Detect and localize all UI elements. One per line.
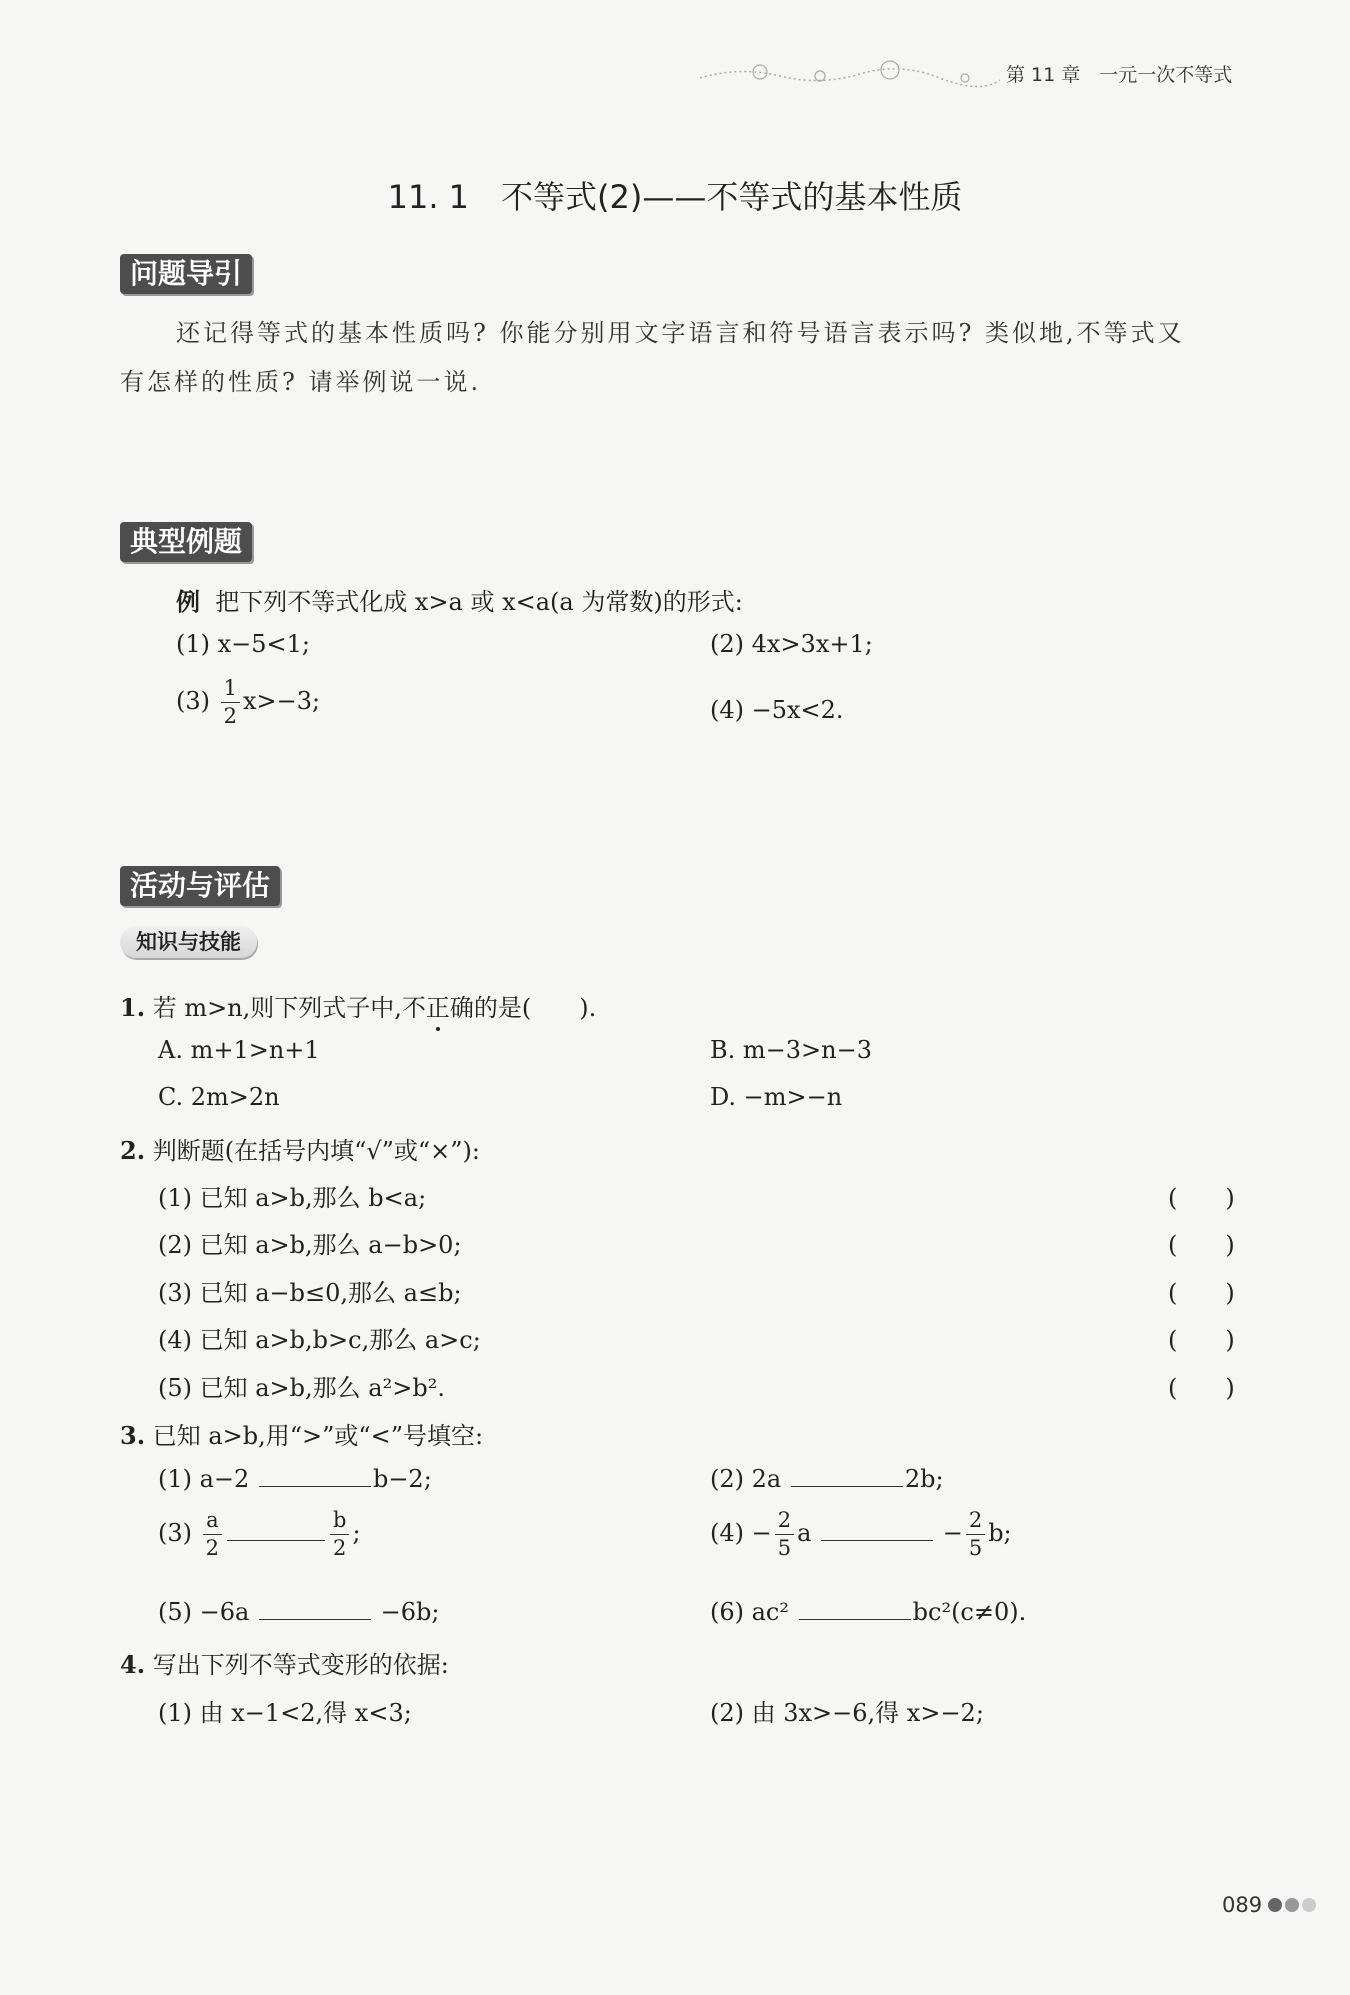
- fraction: $\frac{2}{5}$: [775, 1510, 794, 1559]
- example-item-4-label: (4): [710, 696, 744, 724]
- dot-icon: [1268, 1898, 1282, 1912]
- dot-icon: [1302, 1898, 1316, 1912]
- q3-item-1-right: b−2;: [372, 1465, 432, 1493]
- q2-item-1: (1) 已知 a>b,那么 b<a;: [158, 1184, 427, 1212]
- q3-item-6-right: bc²(c≠0).: [912, 1598, 1027, 1626]
- section-label-intro: 问题导引: [120, 254, 252, 294]
- q3-blank-3[interactable]: [227, 1518, 325, 1541]
- question-2: [120, 1131, 480, 1166]
- question-4: [120, 1645, 449, 1680]
- q3-blank-6[interactable]: [799, 1597, 911, 1620]
- example-item-4-text: −5x<2.: [751, 696, 844, 724]
- question-3-text: 已知 a>b,用“>”或“<”号填空:: [152, 1422, 484, 1450]
- question-1: [120, 988, 596, 1023]
- q3-blank-4[interactable]: [821, 1518, 933, 1541]
- q3-item-2-right: 2b;: [904, 1465, 944, 1493]
- q1-option-b: B. m−3>n−3: [710, 1036, 872, 1064]
- fraction: $\frac{2}{5}$: [966, 1510, 985, 1559]
- q2-item-2: (2) 已知 a>b,那么 a−b>0;: [158, 1231, 462, 1259]
- example-item-3-label: (3): [176, 687, 210, 715]
- example-item-1-text: x−5<1;: [217, 630, 311, 658]
- q2-item-4: (4) 已知 a>b,b>c,那么 a>c;: [158, 1326, 481, 1354]
- example-item-2: [710, 630, 873, 658]
- example-item-4: [710, 696, 844, 724]
- q1-option-a: A. m+1>n+1: [158, 1036, 320, 1064]
- example-tag: 例: [176, 587, 200, 616]
- question-4-number: 4.: [120, 1650, 146, 1679]
- fraction: $\frac{a}{2}$: [203, 1510, 222, 1559]
- section-label-example: 典型例题: [120, 522, 252, 562]
- q3-item-6-left: (6) ac²: [710, 1598, 789, 1626]
- example-prompt: [176, 582, 743, 617]
- question-2-text: 判断题(在括号内填“√”或“×”):: [152, 1137, 480, 1165]
- q3-blank-5[interactable]: [259, 1597, 371, 1620]
- q3-item-5: [158, 1597, 439, 1626]
- q1-option-c: C. 2m>2n: [158, 1083, 280, 1111]
- q3-item-5-left: (5) −6a: [158, 1598, 250, 1626]
- q2-answer-box-4[interactable]: ( ): [1168, 1326, 1235, 1354]
- question-4-text: 写出下列不等式变形的依据:: [152, 1651, 449, 1679]
- q4-item-1: (1) 由 x−1<2,得 x<3;: [158, 1699, 412, 1727]
- q3-item-5-right: −6b;: [380, 1598, 440, 1626]
- q3-item-3: [158, 1510, 361, 1559]
- q3-item-6: [710, 1597, 1026, 1626]
- chapter-header: 第 11 章 一元一次不等式: [1006, 64, 1233, 86]
- example-item-2-label: (2): [710, 630, 744, 658]
- header-decoration: [700, 56, 1000, 96]
- fraction: $\frac{1}{2}$: [221, 678, 240, 727]
- page-number: 089: [1222, 1893, 1263, 1917]
- question-1-number: 1.: [120, 993, 146, 1022]
- question-3-number: 3.: [120, 1421, 146, 1450]
- question-1-text: 若 m>n,则下列式子中,: [152, 994, 402, 1022]
- question-1-text-end: 的是( ).: [473, 994, 597, 1022]
- q2-item-5: (5) 已知 a>b,那么 a²>b².: [158, 1374, 445, 1402]
- q2-answer-box-5[interactable]: ( ): [1168, 1374, 1235, 1402]
- q2-answer-box-1[interactable]: ( ): [1168, 1184, 1235, 1212]
- example-item-1-label: (1): [176, 630, 210, 658]
- page-title: 11. 1 不等式(2)——不等式的基本性质: [387, 178, 963, 216]
- q3-item-1-left: (1) a−2: [158, 1465, 250, 1493]
- q3-item-2-left: (2) 2a: [710, 1465, 782, 1493]
- q2-answer-box-2[interactable]: ( ): [1168, 1231, 1235, 1259]
- q3-item-4-minus: −: [942, 1519, 963, 1547]
- q3-blank-1[interactable]: [259, 1464, 371, 1487]
- question-3: [120, 1416, 483, 1451]
- example-item-1: [176, 630, 310, 658]
- q2-item-3: (3) 已知 a−b≤0,那么 a≤b;: [158, 1279, 462, 1307]
- intro-line-2: 有怎样的性质? 请举例说一说.: [120, 368, 482, 396]
- example-item-3: [176, 678, 320, 727]
- q3-blank-2[interactable]: [791, 1464, 903, 1487]
- q3-item-4-var-2: b;: [988, 1519, 1012, 1547]
- q1-option-d: D. −m>−n: [710, 1083, 843, 1111]
- example-item-2-text: 4x>3x+1;: [751, 630, 873, 658]
- fraction: $\frac{b}{2}$: [330, 1510, 349, 1559]
- dot-icon: [1285, 1898, 1299, 1912]
- section-label-activity: 活动与评估: [120, 866, 280, 906]
- q3-item-4-label: (4) −: [710, 1519, 772, 1547]
- q3-item-1: [158, 1464, 432, 1493]
- q3-item-4: [710, 1510, 1012, 1559]
- q4-item-2: (2) 由 3x>−6,得 x>−2;: [710, 1699, 984, 1727]
- q3-item-2: [710, 1464, 944, 1493]
- q3-item-3-end: ;: [352, 1519, 361, 1547]
- question-1-emphasis: 不正确: [402, 988, 474, 1023]
- intro-line-1: 还记得等式的基本性质吗? 你能分别用文字语言和符号语言表示吗? 类似地,不等式又: [176, 319, 1185, 347]
- q3-item-3-label: (3): [158, 1519, 192, 1547]
- q2-answer-box-3[interactable]: ( ): [1168, 1279, 1235, 1307]
- sub-label-skills: 知识与技能: [120, 926, 257, 958]
- example-prompt-text: 把下列不等式化成 x>a 或 x<a(a 为常数)的形式:: [215, 588, 743, 616]
- q3-item-4-var-1: a: [797, 1519, 812, 1547]
- question-2-number: 2.: [120, 1136, 146, 1165]
- page-dots-decoration: [1268, 1897, 1319, 1916]
- example-item-3-text: x>−3;: [243, 687, 321, 715]
